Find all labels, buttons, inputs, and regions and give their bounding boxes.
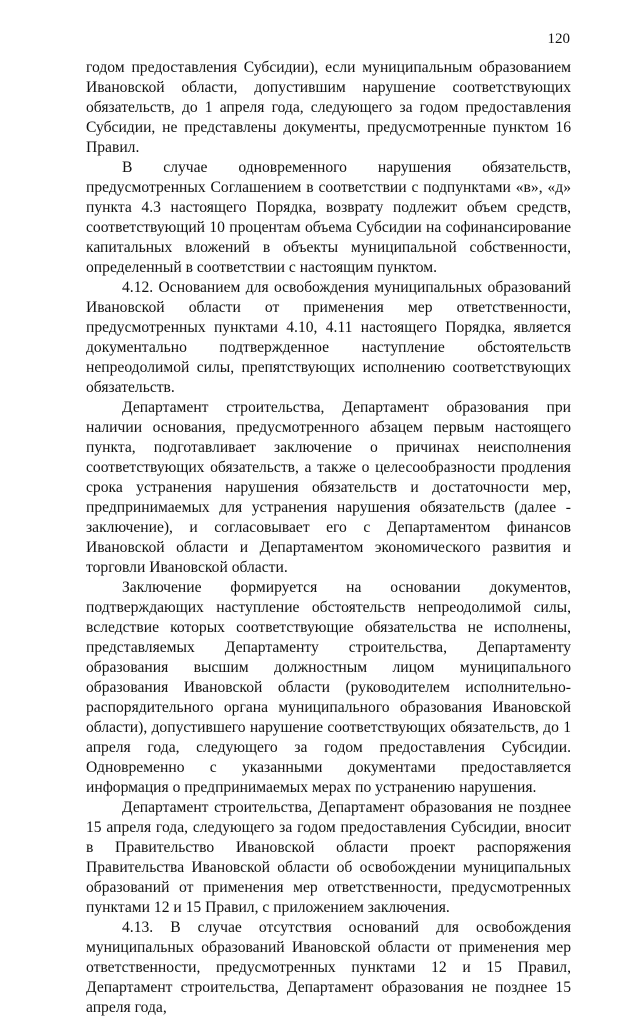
paragraph: 4.12. Основанием для освобождения муниципальных образований Ивановской области от применения мер ответственности, предусмотренных пунктами 4.10, 4.11 настоящего Порядка, является документально подтвержденное наступление обстоятельств непреодолимой силы, препятствующих исполнению соответствующих обязательств. <box>86 279 571 396</box>
paragraph: 4.13. В случае отсутствия оснований для освобождения муниципальных образований Ивановской области от применения мер ответственности, предусмотренных пунктами 12 и 15 Правил, Департамент строительства, Департамент образования не позднее 15 апреля года, <box>86 919 571 1016</box>
paragraph: Департамент строительства, Департамент образования не позднее 15 апреля года, следующего за годом предоставления Субсидии, вносит в Правительство Ивановской области проект распоряжения Правительства Ивановской области об освобождении муниципальных образований от применения мер ответственности, предусмотренных пунктами 12 и 15 Правил, с приложением заключения. <box>86 799 571 916</box>
paragraph: годом предоставления Субсидии), если муниципальным образованием Ивановской области, допустившим нарушение соответствующих обязательств, до 1 апреля года, следующего за годом предоставления Субсидии, не представлены документы, предусмотренные пунктом 16 Правил. <box>86 59 571 156</box>
document-body <box>86 58 571 1018</box>
paragraph: Заключение формируется на основании документов, подтверждающих наступление обстоятельств непреодолимой силы, вследствие которых соответствующие обязательства не исполнены, представляемых Департаменту строительства, Департаменту образования высшим должностным лицом муниципального образования Ивановской области (руководителем исполнительно-распорядительного органа муниципального образования Ивановской области), допустившего нарушение соответствующих обязательств, до 1 апреля года, следующего за годом предоставления Субсидии. Одновременно с указанными документами предоставляется информация о предпринимаемых мерах по устранению нарушения. <box>86 579 571 796</box>
paragraph: В случае одновременного нарушения обязательств, предусмотренных Соглашением в соответствии с подпунктами «в», «д» пункта 4.3 настоящего Порядка, возврату подлежит объем средств, соответствующий 10 процентам объема Субсидии на софинансирование капитальных вложений в объекты муниципальной собственности, определенный в соответствии с настоящим пунктом. <box>86 159 571 276</box>
page-number: 120 <box>547 31 570 47</box>
paragraph: Департамент строительства, Департамент образования при наличии основания, предусмотренного абзацем первым настоящего пункта, подготавливает заключение о причинах неисполнения соответствующих обязательств, а также о целесообразности продления срока устранения нарушения обязательств и достаточности мер, предпринимаемых для устранения нарушения обязательств (далее - заключение), и согласовывает его с Департаментом финансов Ивановской области и Департаментом экономического развития и торговли Ивановской области. <box>86 399 571 576</box>
